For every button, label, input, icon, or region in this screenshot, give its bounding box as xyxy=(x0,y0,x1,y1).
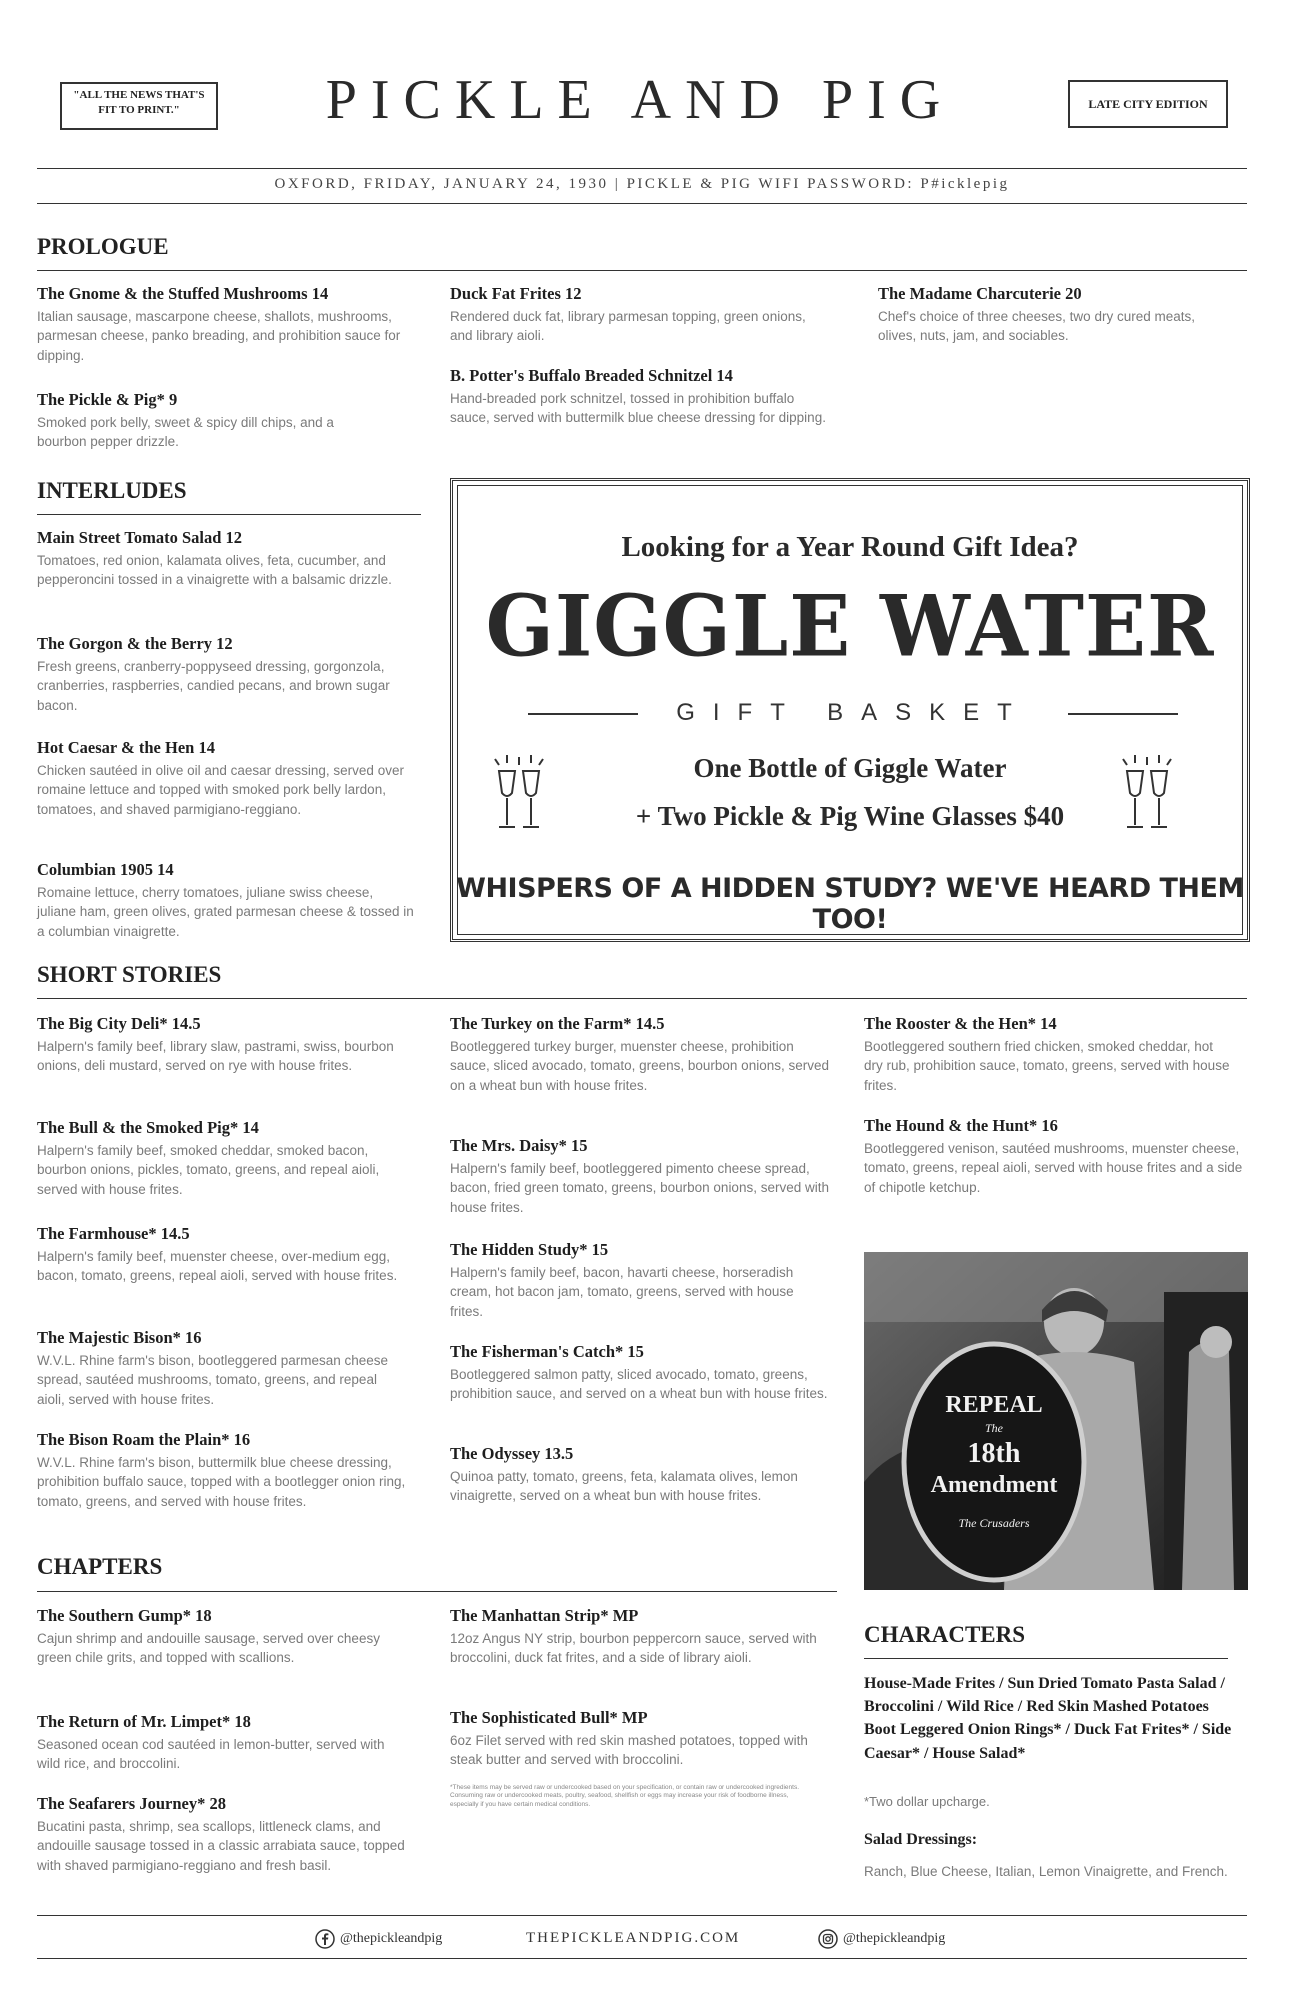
promo-tagline: WHISPERS OF A HIDDEN STUDY? WE'VE HEARD THEM TOO! xyxy=(456,873,1244,935)
dateline: OXFORD, FRIDAY, JANUARY 24, 1930 | PICKLE & PIG WIFI PASSWORD: P#icklepig xyxy=(274,176,1010,192)
item-name: The Manhattan Strip* MP xyxy=(450,1606,639,1625)
item-description: Seasoned ocean cod sautéed in lemon-butter, served with wild rice, and broccolini. xyxy=(37,1736,385,1772)
section-rule xyxy=(37,514,421,515)
divider xyxy=(1068,713,1178,715)
promo-subtitle-row xyxy=(528,699,1178,729)
promo-offer-line-2: + Two Pickle & Pig Wine Glasses $40 xyxy=(635,801,1065,831)
menu-item xyxy=(37,1328,407,1409)
item-name: The Madame Charcuterie 20 xyxy=(878,284,1082,303)
item-name: The Seafarers Journey* 28 xyxy=(37,1794,226,1813)
item-name: The Big City Deli* 14.5 xyxy=(37,1014,201,1033)
facebook-link[interactable] xyxy=(315,1929,442,1949)
page-title: PICKLE AND PIG xyxy=(325,69,955,131)
item-name: The Rooster & the Hen* 14 xyxy=(864,1014,1057,1033)
item-name: The Return of Mr. Limpet* 18 xyxy=(37,1712,251,1731)
footer-rule-bottom xyxy=(37,1958,1247,1959)
item-name: The Gorgon & the Berry 12 xyxy=(37,634,233,653)
item-description: Halpern's family beef, bootleggered pimento cheese spread, bacon, fried green tomato, greens, bourbon onions, served with house frites. xyxy=(450,1160,829,1215)
menu-item xyxy=(37,1712,407,1774)
item-description: 12oz Angus NY strip, bourbon peppercorn sauce, served with broccolini, duck fat frites, and a side of library aioli. xyxy=(450,1630,817,1666)
item-description: Rendered duck fat, library parmesan topping, green onions, and library aioli. xyxy=(450,308,806,344)
item-name: The Bison Roam the Plain* 16 xyxy=(37,1430,251,1449)
menu-item xyxy=(37,1606,407,1668)
promo-subtitle: GIFT BASKET xyxy=(676,699,1030,726)
menu-item xyxy=(37,1430,407,1511)
item-description: Tomatoes, red onion, kalamata olives, feta, cucumber, and pepperoncini tossed in a vinaigrette with a balsamic drizzle. xyxy=(37,552,392,588)
section-title-characters: CHARACTERS xyxy=(864,1622,1026,1647)
item-name: The Hidden Study* 15 xyxy=(450,1240,609,1259)
menu-item xyxy=(450,1342,830,1404)
item-description: Halpern's family beef, library slaw, pastrami, swiss, bourbon onions, deli mustard, served on rye with house frites. xyxy=(37,1038,394,1074)
item-description: W.V.L. Rhine farm's bison, bootleggered parmesan cheese spread, sautéed mushrooms, tomato, greens, and repeal aioli, served with house frites. xyxy=(37,1352,389,1407)
item-name: The Mrs. Daisy* 15 xyxy=(450,1136,588,1155)
menu-item xyxy=(450,1136,830,1217)
sign-text: REPEAL xyxy=(945,1392,1043,1418)
menu-item xyxy=(864,1116,1244,1197)
footer-rule-top xyxy=(37,1915,1247,1916)
item-name: The Majestic Bison* 16 xyxy=(37,1328,202,1347)
motto-box: "ALL THE NEWS THAT'S FIT TO PRINT." xyxy=(60,82,218,130)
salad-dressings-list: Ranch, Blue Cheese, Italian, Lemon Vinaigrette, and French. xyxy=(864,1864,1228,1879)
item-description: Halpern's family beef, smoked cheddar, smoked bacon, bourbon onions, pickles, tomato, greens, and repeal aioli, served with house frites. xyxy=(37,1142,380,1197)
sign-text: The Crusaders xyxy=(958,1516,1030,1530)
sign-text: 18th xyxy=(967,1438,1021,1469)
item-description: Bootleggered turkey burger, muenster cheese, prohibition sauce, sliced avocado, tomato, greens, bourbon onions, served on a wheat bun with house frites. xyxy=(450,1038,829,1093)
edition-box: LATE CITY EDITION xyxy=(1068,80,1228,128)
item-description: 6oz Filet served with red skin mashed potatoes, topped with steak butter and served with broccolini. xyxy=(450,1732,808,1768)
promo-question: Looking for a Year Round Gift Idea? xyxy=(621,531,1079,563)
menu-item xyxy=(878,284,1218,346)
raw-food-disclaimer: *These items may be served raw or undercooked based on your specification, or contain raw or undercooked ingredients. Consuming raw or undercooked meats, poultry, seafood, shellfish or eggs may increase your risk of foodborne illness, especially if you have certain medical conditions. xyxy=(450,1784,800,1808)
item-name: The Odyssey 13.5 xyxy=(450,1444,574,1463)
item-description: Bootleggered salmon patty, sliced avocado, tomato, greens, prohibition sauce, and served on a wheat bun with house frites. xyxy=(450,1366,828,1402)
menu-item xyxy=(37,1118,407,1199)
section-rule xyxy=(864,1658,1228,1659)
item-name: The Southern Gump* 18 xyxy=(37,1606,212,1625)
menu-item xyxy=(37,860,415,941)
item-description: Cajun shrimp and andouille sausage, served over cheesy green chile grits, and topped with scallions. xyxy=(37,1630,380,1666)
facebook-icon xyxy=(315,1929,335,1949)
item-description: Hand-breaded pork schnitzel, tossed in prohibition buffalo sauce, served with buttermilk blue cheese dressing for dipping. xyxy=(450,390,826,426)
instagram-handle: @thepickleandpig xyxy=(843,1931,946,1947)
header-rule-top xyxy=(37,168,1247,169)
menu-item xyxy=(37,1224,407,1286)
website-link[interactable]: THEPICKLEANDPIG.COM xyxy=(526,1930,741,1946)
section-rule xyxy=(37,1591,837,1592)
menu-item xyxy=(37,1794,415,1875)
item-description: Halpern's family beef, muenster cheese, over-medium egg, bacon, tomato, greens, repeal aioli, served with house frites. xyxy=(37,1248,398,1284)
item-name: Duck Fat Frites 12 xyxy=(450,284,582,303)
menu-item xyxy=(450,366,830,428)
vintage-photo xyxy=(864,1252,1248,1590)
menu-item xyxy=(450,1444,830,1506)
sides-list: House-Made Frites / Sun Dried Tomato Pasta Salad / Broccolini / Wild Rice / Red Skin Mashed Potatoes Boot Leggered Onion Rings* / Duck Fat Frites* / Side Caesar* / House Salad* xyxy=(864,1675,1232,1762)
menu-item xyxy=(37,284,417,365)
item-name: The Turkey on the Farm* 14.5 xyxy=(450,1014,665,1033)
item-description: Bucatini pasta, shrimp, sea scallops, littleneck clams, and andouille sausage tossed in a classic arrabiata sauce, topped with shaved parmigiano-reggiano and fresh basil. xyxy=(37,1818,405,1873)
item-description: Romaine lettuce, cherry tomatoes, juliane swiss cheese, juliane ham, green olives, grated parmesan cheese & tossed in a columbian vinaigrette. xyxy=(37,884,414,939)
facebook-handle: @thepickleandpig xyxy=(340,1931,443,1947)
menu-item xyxy=(450,1606,830,1668)
instagram-icon xyxy=(818,1929,838,1949)
item-description: Chicken sautéed in olive oil and caesar dressing, served over romaine lettuce and topped with smoked pork belly lardon, tomatoes, and shaved parmigiano-reggiano. xyxy=(37,762,404,817)
item-name: The Farmhouse* 14.5 xyxy=(37,1224,190,1243)
menu-item xyxy=(37,1014,407,1076)
menu-item xyxy=(37,390,377,452)
item-name: Main Street Tomato Salad 12 xyxy=(37,528,243,547)
salad-dressings-title: Salad Dressings: xyxy=(864,1831,978,1848)
item-description: Halpern's family beef, bacon, havarti cheese, horseradish cream, hot bacon jam, tomato, greens, served with house frites. xyxy=(450,1264,794,1319)
item-name: The Gnome & the Stuffed Mushrooms 14 xyxy=(37,284,329,303)
instagram-link[interactable] xyxy=(818,1929,945,1949)
item-name: The Pickle & Pig* 9 xyxy=(37,390,178,409)
sign-text: The xyxy=(985,1421,1003,1435)
section-rule xyxy=(37,998,1247,999)
menu-item xyxy=(450,1014,830,1095)
item-description: Smoked pork belly, sweet & spicy dill chips, and a bourbon pepper drizzle. xyxy=(37,414,334,450)
repeal-photo-image xyxy=(864,1252,1248,1590)
section-title-short-stories: SHORT STORIES xyxy=(37,962,222,987)
section-title-chapters: CHAPTERS xyxy=(37,1554,163,1579)
menu-item xyxy=(37,528,415,590)
item-name: The Hound & the Hunt* 16 xyxy=(864,1116,1058,1135)
menu-item xyxy=(37,738,415,819)
item-name: Columbian 1905 14 xyxy=(37,860,174,879)
section-rule xyxy=(37,270,1247,271)
item-description: W.V.L. Rhine farm's bison, buttermilk blue cheese dressing, prohibition buffalo sauce, topped with a bootlegger onion ring, tomato, greens, and served with house frites. xyxy=(37,1454,406,1509)
menu-item xyxy=(37,634,415,715)
item-name: The Sophisticated Bull* MP xyxy=(450,1708,648,1727)
section-title-prologue: PROLOGUE xyxy=(37,234,169,259)
section-title-interludes: INTERLUDES xyxy=(37,478,187,503)
item-description: Chef's choice of three cheeses, two dry cured meats, olives, nuts, jam, and sociables. xyxy=(878,308,1195,344)
item-description: Quinoa patty, tomato, greens, feta, kalamata olives, lemon vinaigrette, served on a wheat bun with house frites. xyxy=(450,1468,798,1504)
gift-basket-promo xyxy=(450,478,1250,942)
menu-item xyxy=(450,1708,830,1770)
header-rule-bottom xyxy=(37,203,1247,204)
menu-item xyxy=(864,1014,1234,1095)
item-name: The Fisherman's Catch* 15 xyxy=(450,1342,644,1361)
item-name: B. Potter's Buffalo Breaded Schnitzel 14 xyxy=(450,366,733,385)
item-name: Hot Caesar & the Hen 14 xyxy=(37,738,215,757)
item-description: Italian sausage, mascarpone cheese, shallots, mushrooms, parmesan cheese, panko breading, and prohibition sauce for dipping. xyxy=(37,308,401,363)
item-name: The Bull & the Smoked Pig* 14 xyxy=(37,1118,259,1137)
promo-offer-line-1: One Bottle of Giggle Water xyxy=(693,753,1007,783)
item-description: Bootleggered southern fried chicken, smoked cheddar, hot dry rub, prohibition sauce, tomato, greens, served with house frites. xyxy=(864,1038,1230,1093)
item-description: Fresh greens, cranberry-poppyseed dressing, gorgonzola, cranberries, raspberries, candied pecans, and brown sugar bacon. xyxy=(37,658,390,713)
promo-title: GIGGLE WATER xyxy=(485,576,1215,676)
upcharge-note: *Two dollar upcharge. xyxy=(864,1794,990,1809)
item-description: Bootleggered venison, sautéed mushrooms, muenster cheese, tomato, greens, repeal aioli, served with house frites and a side of chipotle ketchup. xyxy=(864,1140,1243,1195)
menu-item xyxy=(450,284,830,346)
sign-text: Amendment xyxy=(930,1472,1058,1498)
menu-item xyxy=(450,1240,830,1321)
